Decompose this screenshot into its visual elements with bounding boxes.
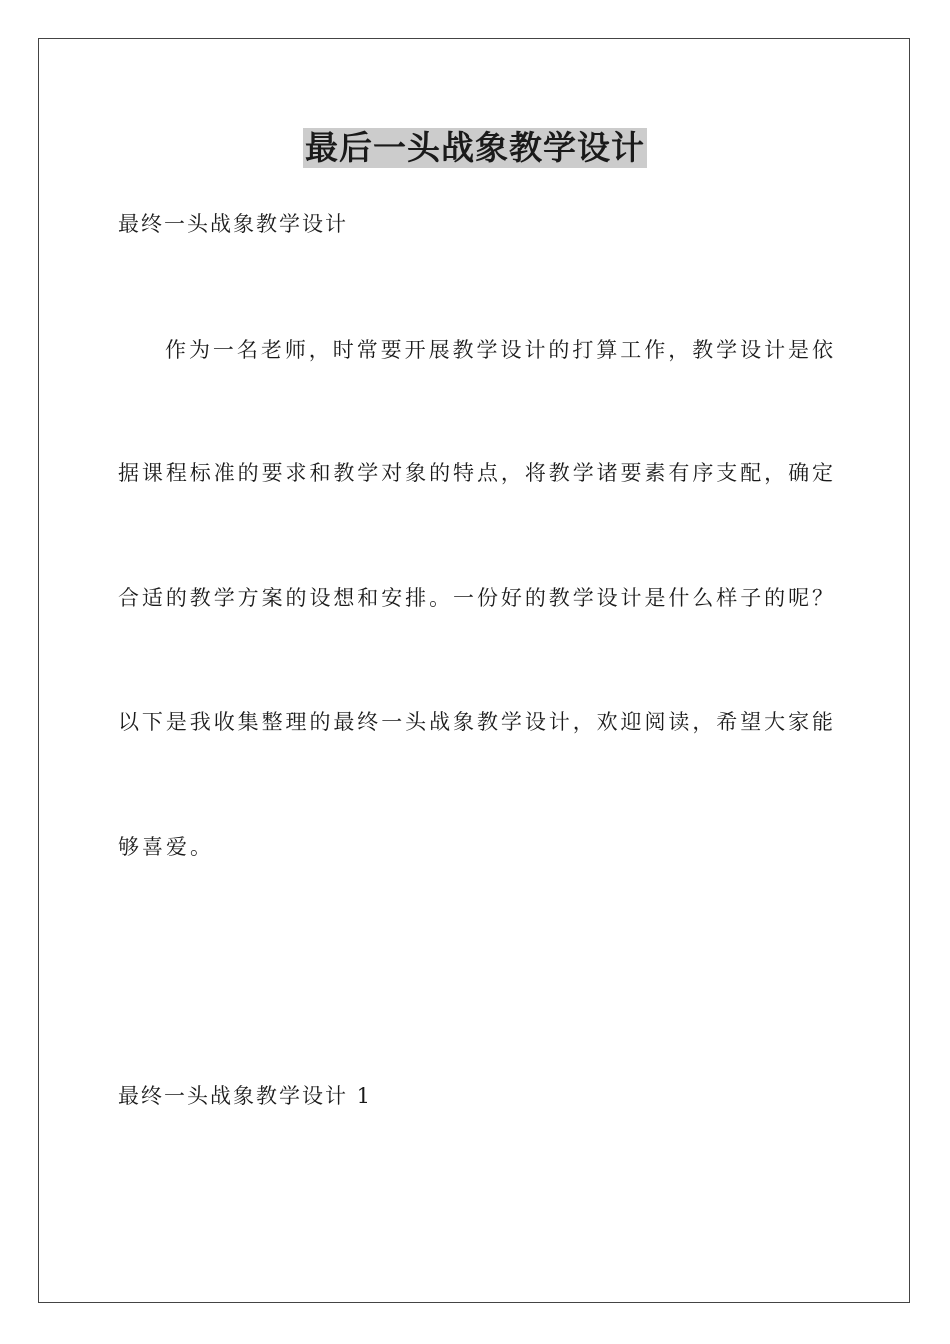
intro-line-4: 以下是我收集整理的最终一头战象教学设计，欢迎阅读，希望大家能: [118, 710, 833, 734]
intro-line-2: 据课程标准的要求和教学对象的特点，将教学诸要素有序支配，确定: [118, 461, 833, 485]
document-title: 最后一头战象教学设计: [305, 128, 645, 167]
document-title-wrapper: [0, 128, 950, 168]
section-heading: 最终一头战象教学设计 1: [118, 1084, 373, 1108]
document-subtitle: 最终一头战象教学设计: [118, 212, 348, 236]
intro-line-1: 作为一名老师，时常要开展教学设计的打算工作，教学设计是依: [165, 338, 833, 362]
intro-line-3: 合适的教学方案的设想和安排。一份好的教学设计是什么样子的呢？: [118, 586, 833, 610]
intro-line-5: 够喜爱。: [118, 835, 214, 859]
